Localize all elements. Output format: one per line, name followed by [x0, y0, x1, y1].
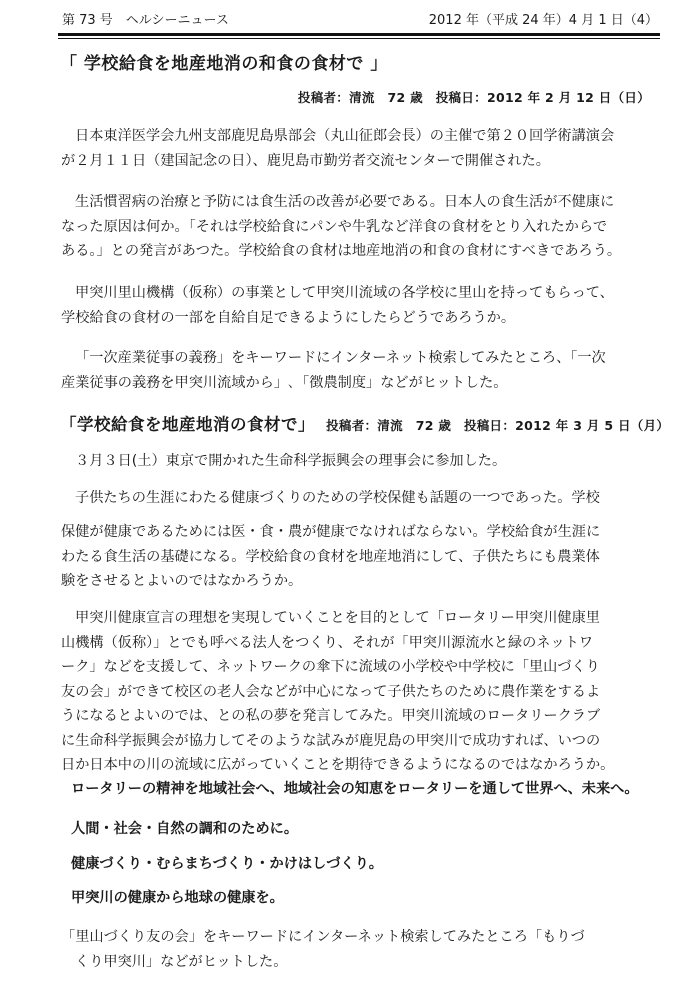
article2-paragraph-4: 甲突川健康宣言の理想を実現していくことを目的として「ロータリー甲突川健康里 山機構（仮称）」とでも呼べる法人をつくり、それが「甲突川源流水と緑のネットワ ーク」などを支援して、ネットワークの傘下に流域の小学校や中学校に「里山づくり 友の会」ができて校区の老人会などが中心になって子供たちのために農作業をするよ うになるとよいのでは、との私の夢を発言してみた。甲突川流域のロータリークラブ に生命科学振興会が協力してそのような試みが鹿児島の甲突川で成功すれば、いつの 日か日本中の川の流域に広がっていくことを期待できるようになるのではなかろうか。	[61, 610, 615, 773]
header-rule-thick	[58, 33, 660, 36]
article1-paragraph-3: 甲突川里山機構（仮称）の事業として甲突川流域の各学校に里山を持ってもらって、 学校給食の食材の一部を自給自足できるようにしたらどうであろうか。	[61, 285, 614, 326]
article2-title: 「学校給食を地産地消の食材で」	[60, 415, 315, 434]
page-header	[58, 10, 658, 32]
issue-date: 2012 年（平成 24 年）4 月 1 日（4）	[428, 13, 658, 28]
article2-paragraph-2: 子供たちの生涯にわたる健康づくりのための学校保健も話題の一つであった。学校	[75, 490, 600, 506]
article1-title: 「 学校給食を地産地消の和食の食材で 」	[60, 54, 388, 74]
article1-paragraph-4: 「一次産業従事の義務」をキーワードにインターネット検索してみたところ、「一次 産業従事の義務を甲突川流域から」､「徴農制度」などがヒットした。	[61, 350, 606, 391]
article1-paragraph-2: 生活慣習病の治療と予防には食生活の改善が必要である。日本人の食生活が不健康に なった原因は何か。「それは学校給食にパンや牛乳など洋食の食材をとり入れたからで ある。」との発言があつた。学校給食の食材は地産地消の和食の食材にすべきであろう。	[61, 194, 622, 259]
issue-label: 第 73 号 ヘルシーニュース	[62, 13, 229, 28]
motto-2: 人間・社会・自然の調和のために。	[71, 821, 299, 837]
article2-paragraph-3: 保健が健康であるためには医・食・農が健康でなければならない。学校給食が生涯に わたる食生活の基礎になる。学校給食の食材を地産地消にして、子供たちにも農業体 験をさせるとよいのではなかろうか。	[61, 524, 601, 589]
article2-meta: 投稿者：清流 72 歳 投稿日：2012 年 3 月 5 日（月）	[326, 418, 670, 433]
closing-paragraph: 「里山づくり友の会」をキーワードにインターネット検索してみたところ「もりづ くり甲突川」などがヒットした。	[61, 929, 585, 970]
article2-heading	[60, 411, 669, 435]
motto-3: 健康づくり・むらまちづくり・かけはしづくり。	[71, 856, 383, 872]
motto-4: 甲突川の健康から地球の健康を。	[71, 890, 284, 906]
header-rule-thin	[58, 38, 660, 39]
article2-paragraph-1: ３月３日(土）東京で開かれた生命科学振興会の理事会に参加した。	[75, 453, 507, 469]
motto-1: ロータリーの精神を地域社会へ、地域社会の知恵をロータリーを通して世界へ、未来へ。	[71, 781, 639, 797]
article1-paragraph-1: 日本東洋医学会九州支部鹿児島県部会（丸山征郎会長）の主催で第２０回学術講演会 が２月１１日（建国記念の日）、鹿児島市勤労者交流センターで開催された。	[61, 128, 615, 169]
article1-meta: 投稿者：清流 72 歳 投稿日：2012 年 2 月 12 日（日）	[297, 90, 650, 105]
